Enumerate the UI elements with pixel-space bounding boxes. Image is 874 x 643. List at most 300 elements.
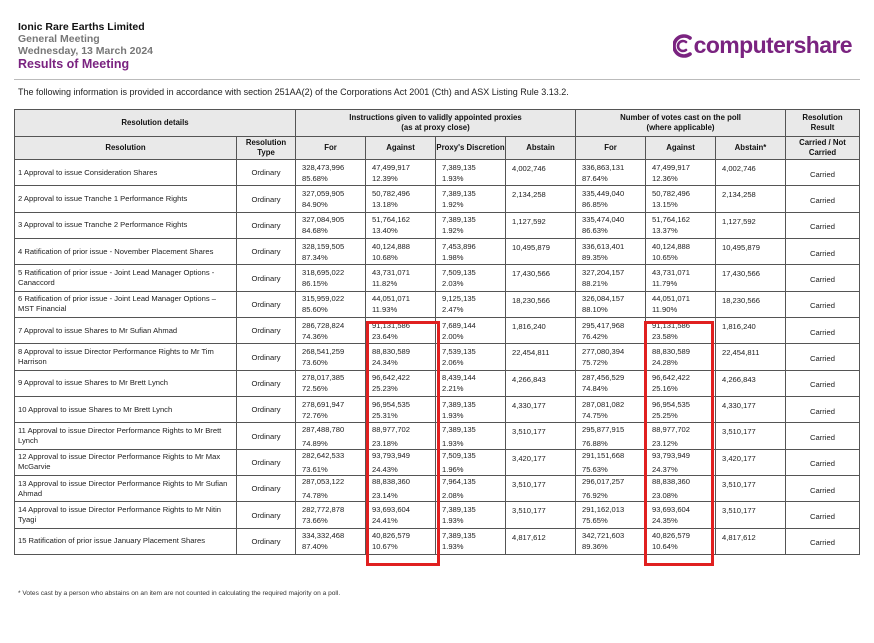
proxy-discretion bbox=[436, 476, 506, 502]
proxy-for bbox=[296, 212, 366, 238]
proxy-for-value: 278,017,385 bbox=[302, 373, 345, 383]
proxy-discretion bbox=[436, 344, 506, 370]
poll-for-percent: 89.35% bbox=[582, 252, 608, 262]
resolution-type: Ordinary bbox=[237, 397, 296, 423]
poll-for bbox=[576, 344, 646, 370]
poll-for-percent: 75.65% bbox=[582, 516, 608, 526]
proxy-for-percent: 84.68% bbox=[302, 226, 328, 236]
proxy-for bbox=[296, 344, 366, 370]
proxy-for-percent: 73.61% bbox=[302, 464, 328, 474]
poll-for-percent: 86.85% bbox=[582, 200, 608, 210]
table-row bbox=[15, 212, 860, 238]
resolution-type: Ordinary bbox=[237, 528, 296, 554]
poll-for-value: 295,877,915 bbox=[582, 424, 625, 434]
meeting-date: Wednesday, 13 March 2024 bbox=[18, 45, 154, 57]
proxy-abstain-value: 10,495,879 bbox=[512, 243, 551, 253]
proxy-against-value: 93,693,604 bbox=[372, 505, 411, 515]
proxy-for bbox=[296, 528, 366, 554]
poll-for bbox=[576, 397, 646, 423]
proxy-for bbox=[296, 265, 366, 291]
proxy-discretion-percent: 2.08% bbox=[442, 491, 464, 501]
poll-against-value: 43,731,071 bbox=[652, 268, 691, 278]
proxy-against bbox=[366, 186, 436, 212]
poll-for-value: 342,721,603 bbox=[582, 531, 625, 541]
proxy-abstain bbox=[506, 160, 576, 186]
resolution-name: 1 Approval to issue Consideration Shares bbox=[15, 160, 237, 186]
proxy-discretion-value: 7,689,144 bbox=[442, 320, 476, 330]
poll-abstain-value: 3,510,177 bbox=[722, 506, 756, 516]
resolution-type: Ordinary bbox=[237, 318, 296, 344]
proxy-against-percent: 11.82% bbox=[372, 279, 398, 289]
poll-against-value: 40,124,888 bbox=[652, 241, 691, 251]
proxy-against-value: 51,764,162 bbox=[372, 215, 411, 225]
proxy-for-percent: 84.90% bbox=[302, 200, 328, 210]
poll-for-percent: 74.75% bbox=[582, 410, 608, 420]
poll-against-percent: 10.64% bbox=[652, 542, 678, 552]
computershare-logo bbox=[673, 32, 852, 59]
proxy-discretion-percent: 2.00% bbox=[442, 331, 464, 341]
proxy-discretion-percent: 2.21% bbox=[442, 384, 464, 394]
resolution-name: 13 Approval to issue Director Performance Rights to Mr Sufian Ahmad bbox=[15, 476, 237, 502]
poll-for-value: 335,474,040 bbox=[582, 215, 625, 225]
proxy-for-percent: 74.36% bbox=[302, 331, 328, 341]
result-status: Carried bbox=[786, 502, 860, 528]
poll-against-value: 96,642,422 bbox=[652, 373, 691, 383]
band-proxy-subtitle: (as at proxy close) bbox=[401, 123, 470, 132]
band-poll-title: Number of votes cast on the poll bbox=[620, 113, 741, 122]
band-result-title: Resolution bbox=[802, 113, 843, 122]
proxy-for-percent: 85.68% bbox=[302, 173, 328, 183]
poll-against-value: 93,793,949 bbox=[652, 450, 691, 460]
proxy-against-percent: 23.14% bbox=[372, 491, 398, 501]
proxy-against bbox=[366, 160, 436, 186]
proxy-for-percent: 87.34% bbox=[302, 252, 328, 262]
resolution-type: Ordinary bbox=[237, 265, 296, 291]
poll-for bbox=[576, 186, 646, 212]
proxy-discretion-percent: 1.96% bbox=[442, 464, 464, 474]
poll-for-percent: 89.36% bbox=[582, 542, 608, 552]
proxy-for bbox=[296, 449, 366, 475]
poll-against-percent: 11.79% bbox=[652, 279, 678, 289]
proxy-against-percent: 13.40% bbox=[372, 226, 398, 236]
poll-abstain-value: 17,430,566 bbox=[722, 269, 761, 279]
poll-against-value: 93,693,604 bbox=[652, 505, 691, 515]
result-status: Carried bbox=[786, 449, 860, 475]
proxy-discretion bbox=[436, 528, 506, 554]
proxy-for-value: 287,488,780 bbox=[302, 424, 345, 434]
proxy-discretion bbox=[436, 186, 506, 212]
proxy-abstain bbox=[506, 397, 576, 423]
col-poll-abstain: Abstain* bbox=[716, 137, 786, 160]
band-poll-subtitle: (where applicable) bbox=[646, 123, 715, 132]
poll-against-percent: 25.25% bbox=[652, 410, 678, 420]
proxy-against-percent: 13.18% bbox=[372, 200, 398, 210]
poll-abstain bbox=[716, 502, 786, 528]
proxy-against-value: 93,793,949 bbox=[372, 450, 411, 460]
poll-for-value: 277,080,394 bbox=[582, 347, 625, 357]
poll-against-percent: 24.28% bbox=[652, 358, 678, 368]
col-type: Resolution Type bbox=[237, 137, 296, 160]
proxy-discretion-value: 7,509,135 bbox=[442, 450, 476, 460]
proxy-discretion bbox=[436, 212, 506, 238]
poll-for-percent: 76.88% bbox=[582, 438, 608, 448]
proxy-for-percent: 72.76% bbox=[302, 410, 328, 420]
col-poll-for: For bbox=[576, 137, 646, 160]
proxy-discretion-percent: 1.93% bbox=[442, 173, 464, 183]
proxy-for-value: 282,642,533 bbox=[302, 450, 345, 460]
poll-abstain-value: 10,495,879 bbox=[722, 243, 761, 253]
proxy-against-percent: 24.41% bbox=[372, 516, 398, 526]
proxy-abstain-value: 3,510,177 bbox=[512, 506, 546, 516]
proxy-against-percent: 24.43% bbox=[372, 464, 398, 474]
proxy-discretion-percent: 1.92% bbox=[442, 200, 464, 210]
table-row bbox=[15, 291, 860, 317]
proxy-against-value: 88,838,360 bbox=[372, 477, 411, 487]
resolution-type: Ordinary bbox=[237, 449, 296, 475]
proxy-for-value: 282,772,878 bbox=[302, 505, 345, 515]
proxy-against-value: 88,830,589 bbox=[372, 347, 411, 357]
poll-for bbox=[576, 160, 646, 186]
poll-for-value: 296,017,257 bbox=[582, 477, 625, 487]
resolution-type: Ordinary bbox=[237, 370, 296, 396]
proxy-discretion-percent: 1.93% bbox=[442, 516, 464, 526]
resolution-name: 12 Approval to issue Director Performance Rights to Mr Max McGarvie bbox=[15, 449, 237, 475]
poll-against-percent: 25.16% bbox=[652, 384, 678, 394]
table-row bbox=[15, 186, 860, 212]
poll-against-percent: 23.12% bbox=[652, 438, 678, 448]
proxy-discretion bbox=[436, 291, 506, 317]
result-status: Carried bbox=[786, 397, 860, 423]
poll-against-percent: 13.37% bbox=[652, 226, 678, 236]
poll-for-percent: 86.63% bbox=[582, 226, 608, 236]
proxy-against bbox=[366, 212, 436, 238]
col-against: Against bbox=[366, 137, 436, 160]
proxy-abstain-value: 1,127,592 bbox=[512, 216, 546, 226]
poll-against-value: 91,131,586 bbox=[652, 320, 691, 330]
poll-for-percent: 74.84% bbox=[582, 384, 608, 394]
poll-for bbox=[576, 212, 646, 238]
proxy-discretion-value: 9,125,135 bbox=[442, 294, 476, 304]
proxy-for-percent: 74.78% bbox=[302, 491, 328, 501]
table-row bbox=[15, 160, 860, 186]
band-poll-votes bbox=[576, 110, 786, 137]
poll-against-percent: 12.36% bbox=[652, 173, 678, 183]
result-status: Carried bbox=[786, 186, 860, 212]
poll-for-value: 291,162,013 bbox=[582, 505, 625, 515]
poll-abstain-value: 3,510,177 bbox=[722, 427, 756, 437]
col-resolution: Resolution bbox=[15, 137, 237, 160]
poll-abstain bbox=[716, 239, 786, 265]
poll-for-value: 327,204,157 bbox=[582, 268, 625, 278]
poll-for-value: 287,456,529 bbox=[582, 373, 625, 383]
proxy-discretion bbox=[436, 423, 506, 449]
poll-for-value: 336,613,401 bbox=[582, 241, 625, 251]
poll-abstain bbox=[716, 476, 786, 502]
poll-abstain-value: 1,816,240 bbox=[722, 322, 756, 332]
result-status: Carried bbox=[786, 344, 860, 370]
proxy-discretion bbox=[436, 318, 506, 344]
poll-for bbox=[576, 370, 646, 396]
poll-for bbox=[576, 239, 646, 265]
proxy-discretion-percent: 2.06% bbox=[442, 358, 464, 368]
proxy-abstain bbox=[506, 344, 576, 370]
poll-for-percent: 76.92% bbox=[582, 491, 608, 501]
proxy-for-value: 328,473,996 bbox=[302, 162, 345, 172]
proxy-for-percent: 85.60% bbox=[302, 305, 328, 315]
proxy-against-value: 91,131,586 bbox=[372, 320, 411, 330]
resolution-name: 7 Approval to issue Shares to Mr Sufian Ahmad bbox=[15, 318, 237, 344]
header-divider bbox=[14, 79, 860, 80]
proxy-against bbox=[366, 239, 436, 265]
proxy-for-value: 268,541,259 bbox=[302, 347, 345, 357]
result-status: Carried bbox=[786, 476, 860, 502]
proxy-abstain-value: 3,510,177 bbox=[512, 427, 546, 437]
proxy-against-percent: 12.39% bbox=[372, 173, 398, 183]
proxy-abstain-value: 4,002,746 bbox=[512, 164, 546, 173]
proxy-abstain-value: 17,430,566 bbox=[512, 269, 551, 279]
footnote: * Votes cast by a person who abstains on an item are not counted in calculating the required majority on a poll. bbox=[18, 590, 341, 597]
proxy-for bbox=[296, 160, 366, 186]
poll-abstain-value: 3,420,177 bbox=[722, 453, 756, 463]
band-resolution-details: Resolution details bbox=[15, 110, 296, 137]
proxy-for-value: 334,332,468 bbox=[302, 531, 345, 541]
table-row bbox=[15, 239, 860, 265]
poll-against-value: 44,051,071 bbox=[652, 294, 691, 304]
proxy-abstain-value: 2,134,258 bbox=[512, 190, 546, 200]
proxy-discretion-percent: 1.93% bbox=[442, 410, 464, 420]
band-header-row bbox=[15, 110, 860, 137]
band-proxy-title: Instructions given to validly appointed proxies bbox=[349, 113, 522, 122]
proxy-abstain bbox=[506, 449, 576, 475]
poll-abstain bbox=[716, 449, 786, 475]
proxy-for-percent: 74.89% bbox=[302, 438, 328, 448]
proxy-against-percent: 23.64% bbox=[372, 331, 398, 341]
proxy-for bbox=[296, 370, 366, 396]
poll-against bbox=[646, 265, 716, 291]
poll-for bbox=[576, 528, 646, 554]
proxy-discretion-value: 7,389,135 bbox=[442, 215, 476, 225]
result-status: Carried bbox=[786, 265, 860, 291]
proxy-discretion-percent: 1.92% bbox=[442, 226, 464, 236]
proxy-discretion-percent: 1.93% bbox=[442, 438, 464, 448]
poll-against-percent: 11.90% bbox=[652, 305, 678, 315]
resolution-name: 15 Ratification of prior issue January Placement Shares bbox=[15, 528, 237, 554]
highlight-poll-against bbox=[644, 321, 714, 566]
poll-abstain bbox=[716, 423, 786, 449]
poll-against-value: 96,954,535 bbox=[652, 399, 691, 409]
poll-abstain-value: 18,230,566 bbox=[722, 295, 761, 305]
proxy-abstain-value: 1,816,240 bbox=[512, 322, 546, 332]
poll-against-value: 88,830,589 bbox=[652, 347, 691, 357]
proxy-for bbox=[296, 239, 366, 265]
proxy-for-value: 327,084,905 bbox=[302, 215, 345, 225]
resolution-name: 11 Approval to issue Director Performance Rights to Mr Brett Lynch bbox=[15, 423, 237, 449]
proxy-abstain-value: 4,817,612 bbox=[512, 532, 546, 542]
proxy-discretion bbox=[436, 449, 506, 475]
resolution-name: 2 Approval to issue Tranche 1 Performance Rights bbox=[15, 186, 237, 212]
proxy-against-value: 44,051,071 bbox=[372, 294, 411, 304]
result-status: Carried bbox=[786, 239, 860, 265]
proxy-against-percent: 10.68% bbox=[372, 252, 398, 262]
proxy-discretion bbox=[436, 502, 506, 528]
poll-for-value: 295,417,968 bbox=[582, 320, 625, 330]
proxy-discretion-value: 7,539,135 bbox=[442, 347, 476, 357]
proxy-against-percent: 10.67% bbox=[372, 542, 398, 552]
poll-abstain-value: 4,330,177 bbox=[722, 401, 756, 411]
poll-against-value: 88,838,360 bbox=[652, 477, 691, 487]
poll-against bbox=[646, 291, 716, 317]
proxy-abstain bbox=[506, 318, 576, 344]
proxy-for bbox=[296, 476, 366, 502]
resolution-type: Ordinary bbox=[237, 212, 296, 238]
resolution-name: 5 Ratification of prior issue - Joint Lead Manager Options - Canaccord bbox=[15, 265, 237, 291]
resolution-type: Ordinary bbox=[237, 186, 296, 212]
proxy-for-percent: 72.56% bbox=[302, 384, 328, 394]
proxy-for bbox=[296, 502, 366, 528]
proxy-abstain bbox=[506, 528, 576, 554]
proxy-discretion bbox=[436, 160, 506, 186]
proxy-discretion-value: 7,509,135 bbox=[442, 268, 476, 278]
poll-abstain bbox=[716, 291, 786, 317]
result-status: Carried bbox=[786, 212, 860, 238]
proxy-abstain-value: 22,454,811 bbox=[512, 348, 550, 358]
proxy-abstain-value: 18,230,566 bbox=[512, 295, 551, 305]
proxy-for-value: 278,691,947 bbox=[302, 399, 345, 409]
resolution-name: 9 Approval to issue Shares to Mr Brett Lynch bbox=[15, 370, 237, 396]
poll-against-value: 88,977,702 bbox=[652, 424, 691, 434]
col-result: Carried / Not Carried bbox=[786, 137, 860, 160]
band-proxy-instructions bbox=[296, 110, 576, 137]
poll-for bbox=[576, 423, 646, 449]
poll-abstain-value: 1,127,592 bbox=[722, 216, 756, 226]
resolution-type: Ordinary bbox=[237, 344, 296, 370]
poll-for-value: 335,449,040 bbox=[582, 189, 625, 199]
proxy-for-value: 318,695,022 bbox=[302, 268, 345, 278]
proxy-for-percent: 73.66% bbox=[302, 516, 328, 526]
proxy-discretion-value: 8,439,144 bbox=[442, 373, 476, 383]
proxy-for bbox=[296, 186, 366, 212]
col-for: For bbox=[296, 137, 366, 160]
col-poll-against: Against bbox=[646, 137, 716, 160]
highlight-proxy-against bbox=[366, 321, 440, 566]
result-status: Carried bbox=[786, 370, 860, 396]
proxy-abstain-value: 4,330,177 bbox=[512, 401, 546, 411]
resolution-name: 8 Approval to issue Director Performance Rights to Mr Tim Harrison bbox=[15, 344, 237, 370]
poll-against-value: 47,499,917 bbox=[652, 162, 691, 172]
proxy-discretion-percent: 1.93% bbox=[442, 542, 464, 552]
poll-against bbox=[646, 239, 716, 265]
result-status: Carried bbox=[786, 318, 860, 344]
proxy-against bbox=[366, 291, 436, 317]
proxy-abstain bbox=[506, 370, 576, 396]
proxy-for-value: 327,059,905 bbox=[302, 189, 345, 199]
resolution-type: Ordinary bbox=[237, 423, 296, 449]
proxy-against-value: 40,826,579 bbox=[372, 531, 411, 541]
band-result bbox=[786, 110, 860, 137]
poll-abstain-value: 22,454,811 bbox=[722, 348, 760, 358]
proxy-for bbox=[296, 423, 366, 449]
proxy-discretion-percent: 2.47% bbox=[442, 305, 464, 315]
proxy-against-percent: 11.93% bbox=[372, 305, 398, 315]
proxy-abstain-value: 3,420,177 bbox=[512, 453, 546, 463]
proxy-abstain bbox=[506, 265, 576, 291]
poll-for-value: 326,084,157 bbox=[582, 294, 625, 304]
poll-against bbox=[646, 186, 716, 212]
poll-for bbox=[576, 476, 646, 502]
proxy-for-value: 286,728,824 bbox=[302, 320, 345, 330]
poll-abstain bbox=[716, 318, 786, 344]
poll-abstain bbox=[716, 186, 786, 212]
poll-abstain-value: 3,510,177 bbox=[722, 480, 756, 490]
table-row bbox=[15, 265, 860, 291]
proxy-for bbox=[296, 318, 366, 344]
proxy-against-value: 96,954,535 bbox=[372, 399, 411, 409]
proxy-against-percent: 23.18% bbox=[372, 438, 398, 448]
col-discretion: Proxy's Discretion bbox=[436, 137, 506, 160]
resolution-name: 4 Ratification of prior issue - November Placement Shares bbox=[15, 239, 237, 265]
proxy-for bbox=[296, 291, 366, 317]
proxy-discretion-value: 7,453,896 bbox=[442, 241, 476, 251]
proxy-for-value: 315,959,022 bbox=[302, 294, 345, 304]
result-status: Carried bbox=[786, 160, 860, 186]
poll-abstain bbox=[716, 160, 786, 186]
resolution-name: 3 Approval to issue Tranche 2 Performance Rights bbox=[15, 212, 237, 238]
result-status: Carried bbox=[786, 528, 860, 554]
poll-for bbox=[576, 265, 646, 291]
proxy-for bbox=[296, 397, 366, 423]
proxy-discretion-value: 7,964,135 bbox=[442, 477, 476, 487]
resolution-type: Ordinary bbox=[237, 160, 296, 186]
result-status: Carried bbox=[786, 291, 860, 317]
col-abstain: Abstain bbox=[506, 137, 576, 160]
proxy-discretion bbox=[436, 370, 506, 396]
page-title: Results of Meeting bbox=[18, 57, 130, 71]
resolution-type: Ordinary bbox=[237, 239, 296, 265]
proxy-abstain bbox=[506, 239, 576, 265]
proxy-for-percent: 86.15% bbox=[302, 279, 328, 289]
poll-for-value: 336,863,131 bbox=[582, 162, 625, 172]
poll-abstain bbox=[716, 397, 786, 423]
poll-for bbox=[576, 318, 646, 344]
poll-against-percent: 24.37% bbox=[652, 464, 678, 474]
proxy-against-value: 50,782,496 bbox=[372, 189, 411, 199]
intro-text: The following information is provided in accordance with section 251AA(2) of the Corporations Act 2001 (Cth) and ASX Listing Rule 3.13.2. bbox=[18, 87, 569, 97]
proxy-abstain bbox=[506, 476, 576, 502]
proxy-discretion-value: 7,389,135 bbox=[442, 531, 476, 541]
poll-for bbox=[576, 291, 646, 317]
proxy-against-value: 40,124,888 bbox=[372, 241, 411, 251]
poll-against-percent: 23.58% bbox=[652, 331, 678, 341]
resolution-type: Ordinary bbox=[237, 476, 296, 502]
poll-abstain bbox=[716, 212, 786, 238]
resolution-type: Ordinary bbox=[237, 502, 296, 528]
resolution-type: Ordinary bbox=[237, 291, 296, 317]
proxy-against-value: 47,499,917 bbox=[372, 162, 411, 172]
proxy-abstain-value: 3,510,177 bbox=[512, 480, 546, 490]
proxy-against bbox=[366, 265, 436, 291]
meeting-type: General Meeting bbox=[18, 33, 100, 45]
proxy-discretion bbox=[436, 397, 506, 423]
proxy-abstain bbox=[506, 212, 576, 238]
proxy-abstain bbox=[506, 423, 576, 449]
poll-abstain-value: 4,266,843 bbox=[722, 374, 756, 384]
company-name: Ionic Rare Earths Limited bbox=[18, 21, 145, 33]
proxy-abstain bbox=[506, 186, 576, 212]
poll-for-value: 291,151,668 bbox=[582, 450, 625, 460]
poll-abstain bbox=[716, 344, 786, 370]
proxy-for-value: 328,159,505 bbox=[302, 241, 345, 251]
proxy-for-value: 287,053,122 bbox=[302, 477, 345, 487]
